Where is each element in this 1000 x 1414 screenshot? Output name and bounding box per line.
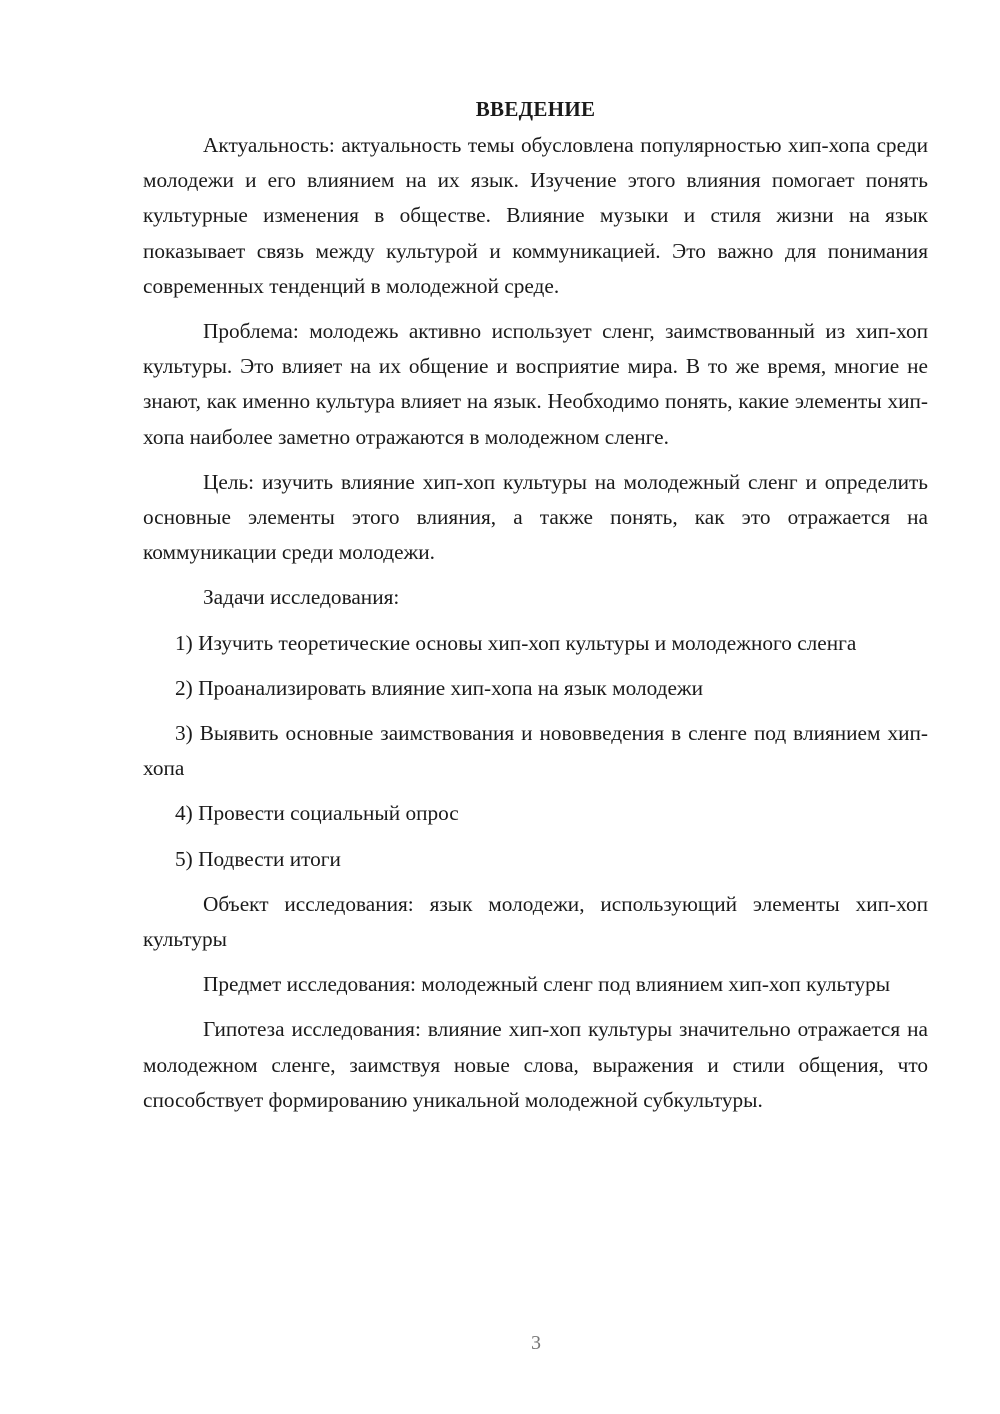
relevance-paragraph: Актуальность: актуальность темы обусловлена популярностью хип-хопа среди молодежи и его влиянием на их язык. Изучение этого влияния помогает понять культурные изменения в обществе. Влияние музыки и стиля жизни на язык показывает связь между культурой и коммуникацией. Это важно для понимания современных тенденций в молодежной среде.	[143, 133, 928, 298]
task-item: 5) Подвести итоги	[175, 846, 341, 871]
task-item: 2) Проанализировать влияние хип-хопа на язык молодежи	[175, 675, 704, 700]
task-item: 1) Изучить теоретические основы хип-хоп культуры и молодежного сленга	[175, 630, 857, 655]
document-page	[143, 92, 928, 1118]
task-item: 3) Выявить основные заимствования и нововведения в сленге под влиянием хип-хопа	[143, 721, 928, 781]
tasks-list	[143, 626, 928, 877]
problem-paragraph: Проблема: молодежь активно использует сленг, заимствованный из хип-хоп культуры. Это влияет на их общение и восприятие мира. В то же время, многие не знают, как именно культура влияет на язык. Необходимо понять, какие элементы хип-хопа наиболее заметно отражаются в молодежном сленге.	[143, 319, 928, 449]
subject-paragraph: Предмет исследования: молодежный сленг под влиянием хип-хоп культуры	[203, 972, 891, 997]
hypothesis-paragraph: Гипотеза исследования: влияние хип-хоп культуры значительно отражается на молодежном сленге, заимствуя новые слова, выражения и стили общения, что способствует формированию уникальной молодежной субкультуры.	[143, 1017, 928, 1112]
page-number: 3	[531, 1332, 541, 1354]
task-item: 4) Провести социальный опрос	[175, 801, 459, 826]
section-title: ВВЕДЕНИЕ	[475, 97, 596, 121]
goal-paragraph: Цель: изучить влияние хип-хоп культуры на молодежный сленг и определить основные элементы этого влияния, а также понять, как это отражается на коммуникации среди молодежи.	[143, 469, 928, 565]
tasks-heading: Задачи исследования:	[203, 585, 400, 610]
object-paragraph: Объект исследования: язык молодежи, использующий элементы хип-хоп культуры	[143, 891, 928, 952]
